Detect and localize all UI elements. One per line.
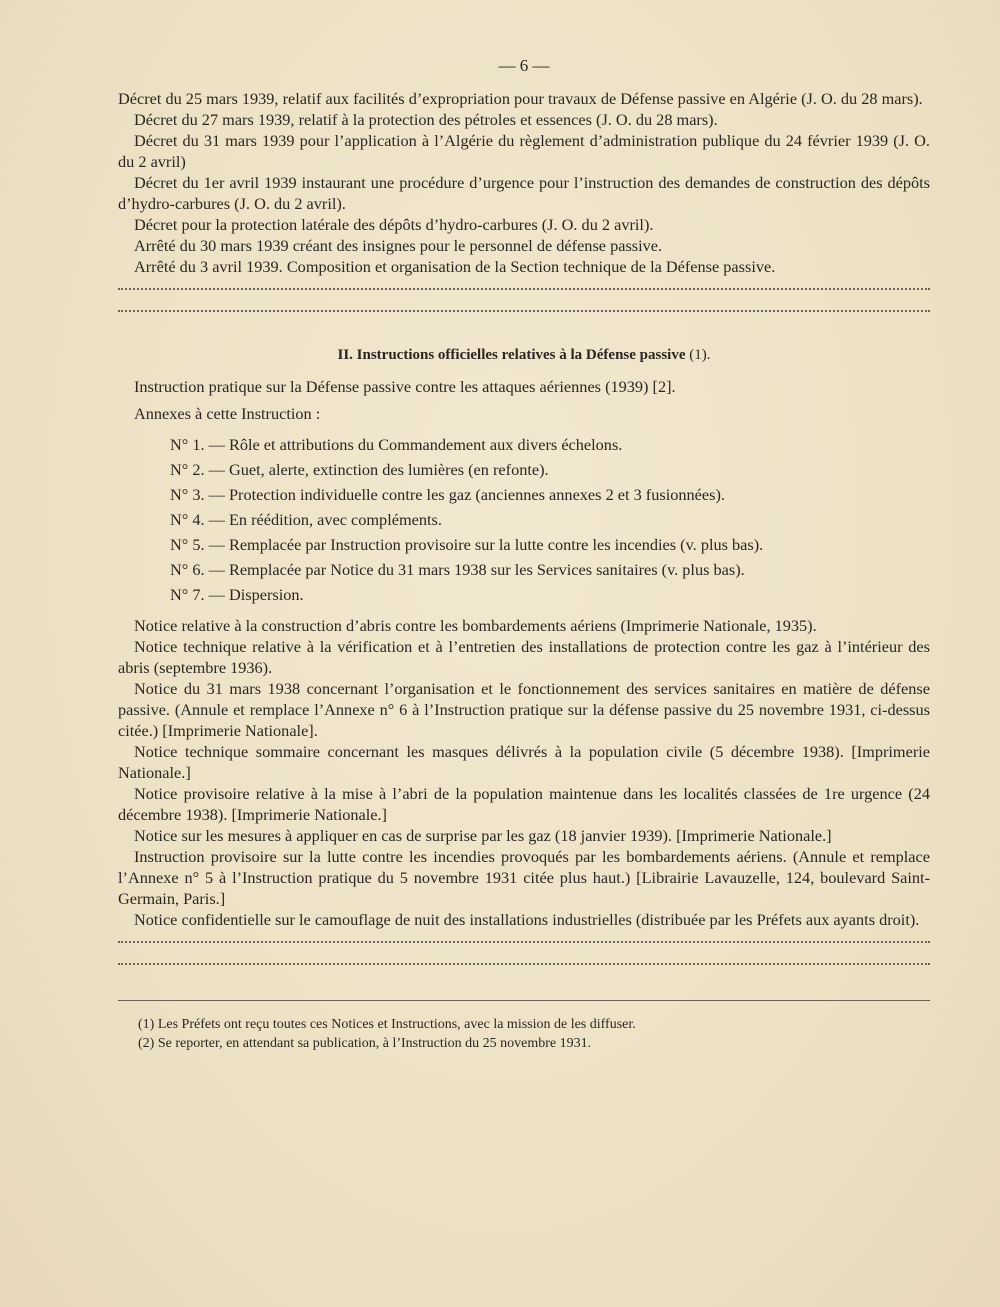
notice-entry: Notice confidentielle sur le camouflage de nuit des installations industrielles (distribuée par les Préfets aux ayants droit). bbox=[134, 910, 920, 929]
decree-list bbox=[118, 88, 930, 277]
decree-entry: Décret du 1er avril 1939 instaurant une procédure d’urgence pour l’instruction des demandes de construction des dépôts d’hydro-carbures (J. O. du 2 avril). bbox=[118, 173, 930, 213]
page-number: — 6 — bbox=[498, 56, 550, 75]
decree-entry: Décret du 31 mars 1939 pour l’application à l’Algérie du règlement d’administration publique du 24 février 1939 (J. O. du 2 avril) bbox=[118, 131, 930, 171]
dotted-leader bbox=[118, 930, 930, 952]
footnote-ref: (1). bbox=[689, 347, 711, 363]
decree-entry: Arrêté du 3 avril 1939. Composition et organisation de la Section technique de la Défense passive. bbox=[134, 257, 776, 276]
notice-entry: Notice sur les mesures à appliquer en cas de surprise par les gaz (18 janvier 1939). [Imprimerie Nationale.] bbox=[134, 826, 832, 845]
annex-item: N° 5. — Remplacée par Instruction provisoire sur la lutte contre les incendies (v. plus bas). bbox=[170, 535, 764, 554]
annexes-intro: Annexes à cette Instruction : bbox=[134, 404, 321, 423]
dotted-leader bbox=[118, 952, 930, 974]
footnotes bbox=[118, 1015, 930, 1053]
notice-list bbox=[118, 615, 930, 930]
decree-entry: Décret du 25 mars 1939, relatif aux facilités d’expropriation pour travaux de Défense passive en Algérie (J. O. du 28 mars). bbox=[118, 89, 923, 108]
decree-entry: Décret pour la protection latérale des dépôts d’hydro-carbures (J. O. du 2 avril). bbox=[134, 215, 654, 234]
annex-item: N° 2. — Guet, alerte, extinction des lumières (en refonte). bbox=[170, 460, 549, 479]
annex-item: N° 3. — Protection individuelle contre les gaz (anciennes annexes 2 et 3 fusionnées). bbox=[170, 485, 725, 504]
page-content bbox=[118, 56, 930, 1053]
footnote: (1) Les Préfets ont reçu toutes ces Notices et Instructions, avec la mission de les diffuser. bbox=[138, 1017, 636, 1032]
section-title: II. Instructions officielles relatives à la Défense passive bbox=[337, 347, 686, 363]
notice-entry: Instruction provisoire sur la lutte contre les incendies provoqués par les bombardements aériens. (Annule et remplace l’Annexe n° 5 à l’Instruction pratique du 5 novembre 1931 citée plus haut.) [Librairie Lavauzelle, 124, boulevard Saint-Germain, Paris.] bbox=[118, 847, 930, 908]
annex-item: N° 4. — En réédition, avec compléments. bbox=[170, 510, 442, 529]
decree-entry: Arrêté du 30 mars 1939 créant des insignes pour le personnel de défense passive. bbox=[134, 236, 663, 255]
section-heading bbox=[118, 347, 930, 364]
annex-item: N° 1. — Rôle et attributions du Commandement aux divers échelons. bbox=[170, 435, 623, 454]
annex-list bbox=[170, 432, 930, 607]
dotted-leader bbox=[118, 299, 930, 321]
notice-entry: Notice du 31 mars 1938 concernant l’organisation et le fonctionnement des services sanitaires en matière de défense passive. (Annule et remplace l’Annexe n° 6 à l’Instruction pratique sur la défense passive du 25 novembre 1931, ci-dessus citée.) [Imprimerie Nationale]. bbox=[118, 679, 930, 740]
decree-entry: Décret du 27 mars 1939, relatif à la protection des pétroles et essences (J. O. du 28 mars). bbox=[134, 110, 718, 129]
dotted-leader bbox=[118, 277, 930, 299]
notice-entry: Notice technique relative à la vérification et à l’entretien des installations de protection contre les gaz à l’intérieur des abris (septembre 1936). bbox=[118, 637, 930, 677]
instruction-line: Instruction pratique sur la Défense passive contre les attaques aériennes (1939) [2]. bbox=[134, 377, 676, 396]
footnote-separator bbox=[118, 1000, 930, 1001]
notice-entry: Notice provisoire relative à la mise à l’abri de la population maintenue dans les localités classées de 1re urgence (24 décembre 1938). [Imprimerie Nationale.] bbox=[118, 784, 930, 824]
annex-item: N° 6. — Remplacée par Notice du 31 mars 1938 sur les Services sanitaires (v. plus bas). bbox=[170, 560, 745, 579]
notice-entry: Notice relative à la construction d’abris contre les bombardements aériens (Imprimerie Nationale, 1935). bbox=[134, 616, 817, 635]
footnote: (2) Se reporter, en attendant sa publication, à l’Instruction du 25 novembre 1931. bbox=[138, 1036, 592, 1051]
notice-entry: Notice technique sommaire concernant les masques délivrés à la population civile (5 décembre 1938). [Imprimerie Nationale.] bbox=[118, 742, 930, 782]
annex-item: N° 7. — Dispersion. bbox=[170, 585, 304, 604]
